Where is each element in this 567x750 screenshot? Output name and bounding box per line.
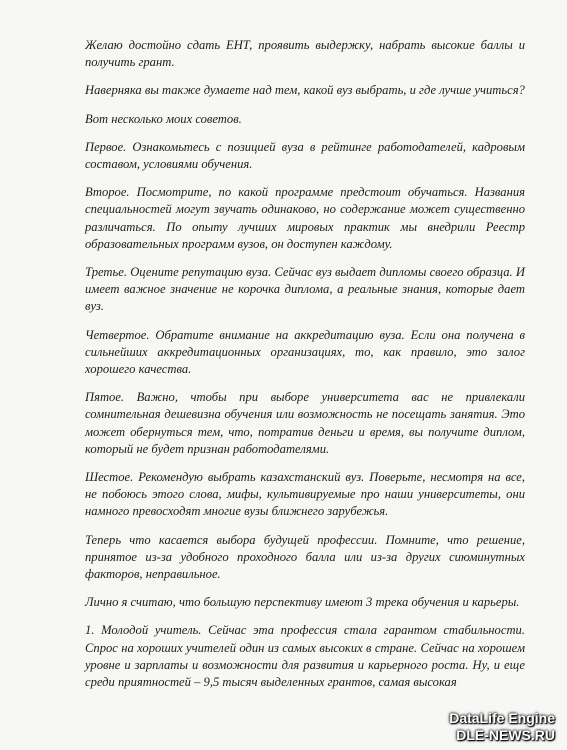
paragraph-advice-intro: Вот несколько моих советов.: [85, 111, 242, 126]
paragraph-first: Первое. Ознакомьтесь с позицией вуза в рейтинге работодателей, кадровым составом, условиями обучения.: [85, 139, 525, 172]
paragraph-track-teacher: 1. Молодой учитель. Сейчас эта профессия стала гарантом стабильности. Спрос на хороших учителей один из самых высоких в стране. Сейчас на хорошем уровне и зарплаты и возможности для развития и карьерного роста. Ну, и еще среди приятностей – 9,5 тысяч выделенных грантов, самая высокая: [85, 623, 525, 690]
watermark-engine-name: DataLife Engine: [449, 710, 555, 727]
paragraph-fifth: Пятое. Важно, чтобы при выборе университета вас не привлекали сомнительная дешевизна обучения или возможность не посещать занятия. Это может обернуться тем, что, потратив деньги и время, вы получите диплом, который не будет признан работодателями.: [85, 390, 525, 456]
paragraph-question: Наверняка вы также думаете над тем, какой вуз выбрать, и где лучше учиться?: [85, 83, 525, 98]
paragraph-second: Второе. Посмотрите, по какой программе предстоит обучаться. Названия специальностей могут звучать одинаково, но содержание может существенно различаться. По опыту лучших мировых практик мы внедрили Реестр образовательных программ вузов, он доступен каждому.: [85, 185, 525, 251]
watermark-site-url: DLE-NEWS.RU: [456, 727, 555, 744]
paragraph-third: Третье. Оцените репутацию вуза. Сейчас вуз выдает дипломы своего образца. И имеет важное значение не корочка диплома, а реальные знания, которые дает вуз.: [85, 265, 525, 314]
document-body: [85, 37, 525, 702]
paragraph-fourth: Четвертое. Обратите внимание на аккредитацию вуза. Если она получена в сильнейших аккредитационных организациях, то, как правило, это залог хорошего качества.: [85, 327, 525, 377]
paragraph-wish: Желаю достойно сдать ЕНТ, проявить выдержку, набрать высокие баллы и получить грант.: [85, 38, 525, 70]
paragraph-sixth: Шестое. Рекомендую выбрать казахстанский вуз. Поверьте, несмотря на все, не побоюсь этого слова, мифы, культивируемые про наши университеты, они намного превосходят многие вузы ближнего зарубежья.: [85, 470, 525, 519]
paragraph-profession: Теперь что касается выбора будущей профессии. Помните, что решение, принятое из-за удобного проходного балла или из-за других сиюминутных факторов, неправильное.: [85, 532, 525, 582]
site-watermark: [449, 710, 555, 744]
paragraph-tracks: Лично я считаю, что большую перспективу имеют 3 трека обучения и карьеры.: [85, 595, 520, 610]
